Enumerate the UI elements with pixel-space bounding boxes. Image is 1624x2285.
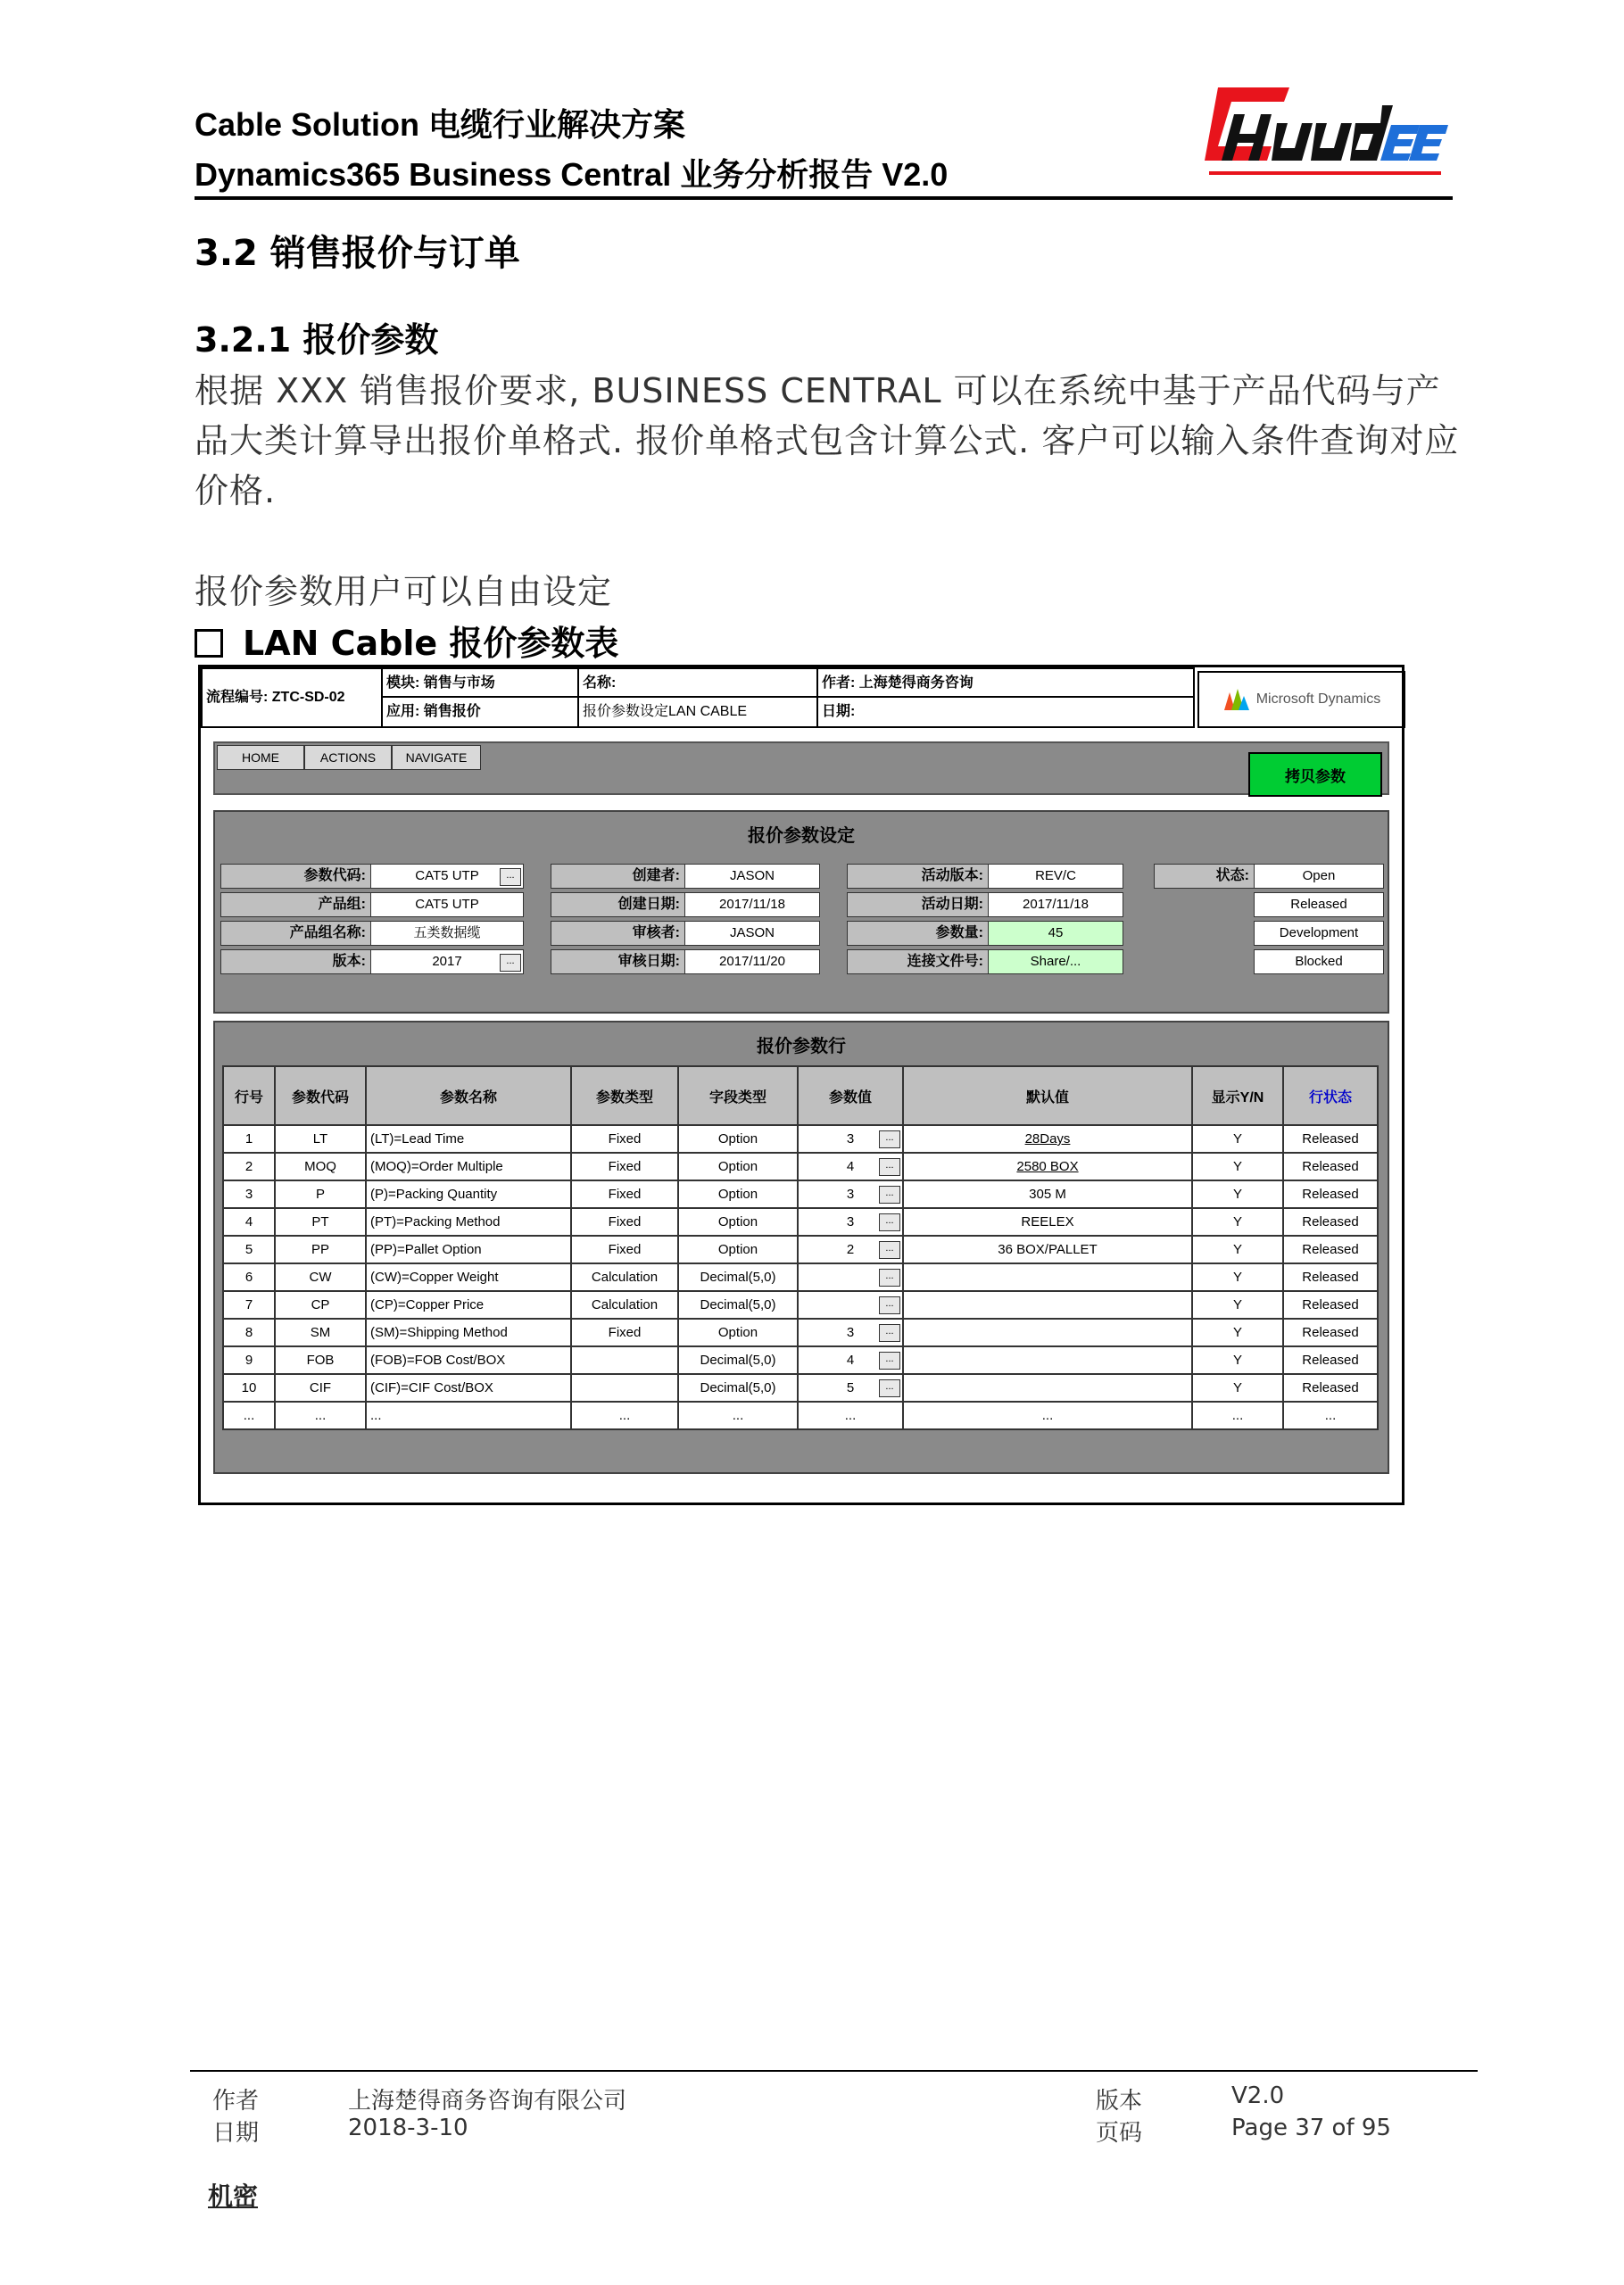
param-count-field[interactable]: 45	[988, 921, 1123, 946]
cell-param-name[interactable]: (P)=Packing Quantity	[366, 1180, 571, 1208]
col-header-display[interactable]: 显示Y/N	[1192, 1066, 1283, 1125]
footer-date-label: 日期	[212, 2120, 260, 2147]
param-code-lookup-button[interactable]: ...	[500, 868, 521, 886]
param-code-label: 参数代码:	[220, 864, 372, 889]
col-header-line-status[interactable]: 行状态	[1283, 1066, 1378, 1125]
cell-line-no[interactable]: 6	[223, 1263, 275, 1291]
param-value-lookup-button[interactable]: ...	[879, 1130, 900, 1148]
table-row[interactable]	[223, 1291, 1378, 1319]
copy-parameters-button[interactable]: 拷贝参数	[1248, 752, 1382, 797]
cell-display[interactable]: Y	[1192, 1208, 1283, 1236]
table-row[interactable]	[223, 1208, 1378, 1236]
col-header-param-code[interactable]: 参数代码	[275, 1066, 366, 1125]
cell-line-status[interactable]: Released	[1283, 1125, 1378, 1153]
table-row[interactable]	[223, 1374, 1378, 1402]
product-group-field[interactable]: CAT5 UTP	[370, 892, 524, 917]
cell-display[interactable]: ...	[1192, 1402, 1283, 1429]
cell-param-type[interactable]: Calculation	[571, 1263, 678, 1291]
param-value-lookup-button[interactable]: ...	[879, 1269, 900, 1287]
bullet-text: LAN Cable 报价参数表	[243, 624, 619, 663]
param-code-value: CAT5 UTP	[415, 868, 479, 883]
cell-field-type[interactable]: Decimal(5,0)	[678, 1374, 798, 1402]
cell-line-status[interactable]: Released	[1283, 1208, 1378, 1236]
cell-display[interactable]: Y	[1192, 1374, 1283, 1402]
header-subtitle: Dynamics365 Business Central 业务分析报告 V2.0	[195, 156, 949, 193]
cell-line-status[interactable]: Released	[1283, 1180, 1378, 1208]
cell-param-type[interactable]: Fixed	[571, 1319, 678, 1346]
microsoft-dynamics-logo	[1197, 671, 1405, 728]
cell-display[interactable]: Y	[1192, 1346, 1283, 1374]
col-header-param-type[interactable]: 参数类型	[571, 1066, 678, 1125]
chudee-logo	[1191, 79, 1450, 186]
cell-line-status[interactable]: Released	[1283, 1153, 1378, 1180]
param-value-text: 3	[846, 1325, 855, 1340]
cell-param-value[interactable]	[798, 1180, 903, 1208]
lines-panel-title: 报价参数行	[757, 1037, 846, 1056]
footer-version-value: V2.0	[1231, 2082, 1285, 2109]
cell-param-name[interactable]: (PT)=Packing Method	[366, 1208, 571, 1236]
checkbox-icon	[195, 629, 223, 658]
param-value-lookup-button[interactable]: ...	[879, 1241, 900, 1259]
version-value: 2017	[432, 954, 462, 969]
cell-line-status[interactable]: Released	[1283, 1263, 1378, 1291]
cell-param-code[interactable]: CW	[275, 1263, 366, 1291]
param-value-text: 5	[846, 1380, 855, 1395]
cell-param-name[interactable]: (CIF)=CIF Cost/BOX	[366, 1374, 571, 1402]
cell-field-type[interactable]: Decimal(5,0)	[678, 1263, 798, 1291]
footer-author-label: 作者	[212, 2088, 260, 2115]
quote-parameter-form	[198, 665, 1404, 1505]
cell-line-status[interactable]: Released	[1283, 1319, 1378, 1346]
param-value-text: 3	[846, 1131, 855, 1147]
cell-line-no[interactable]: 1	[223, 1125, 275, 1153]
confidential-mark: 机密	[208, 2182, 259, 2211]
cell-param-code[interactable]: PT	[275, 1208, 366, 1236]
cell-param-code[interactable]: PP	[275, 1236, 366, 1263]
cell-param-code[interactable]: ...	[275, 1402, 366, 1429]
cell-line-status[interactable]: Released	[1283, 1374, 1378, 1402]
product-group-name-label: 产品组名称:	[220, 921, 372, 946]
param-value-text: 3	[846, 1187, 855, 1202]
cell-field-type[interactable]: Option	[678, 1236, 798, 1263]
cell-default-value[interactable]: 28Days	[903, 1125, 1192, 1153]
footer-page-value: Page 37 of 95	[1231, 2115, 1391, 2141]
active-date-field[interactable]: 2017/11/18	[988, 892, 1123, 917]
status-option-open[interactable]: Open	[1254, 864, 1384, 889]
cell-display[interactable]: Y	[1192, 1236, 1283, 1263]
cell-default-value[interactable]	[903, 1319, 1192, 1346]
cell-default-value[interactable]	[903, 1291, 1192, 1319]
cell-display[interactable]: Y	[1192, 1291, 1283, 1319]
header-title: Cable Solution 电缆行业解决方案	[195, 106, 686, 143]
col-header-field-type[interactable]: 字段类型	[678, 1066, 798, 1125]
cell-param-name[interactable]: ...	[366, 1402, 571, 1429]
lines-panel	[213, 1021, 1389, 1474]
tab-home[interactable]: HOME	[217, 745, 304, 770]
col-header-default-value[interactable]: 默认值	[903, 1066, 1192, 1125]
cell-param-name[interactable]: (MOQ)=Order Multiple	[366, 1153, 571, 1180]
cell-param-code[interactable]: FOB	[275, 1346, 366, 1374]
param-code-field[interactable]	[370, 864, 524, 889]
cell-line-no[interactable]: 10	[223, 1374, 275, 1402]
cell-field-type[interactable]: Option	[678, 1125, 798, 1153]
cell-param-type[interactable]	[571, 1374, 678, 1402]
cell-param-type[interactable]: Calculation	[571, 1291, 678, 1319]
cell-param-type[interactable]: Fixed	[571, 1236, 678, 1263]
cell-param-type[interactable]: Fixed	[571, 1180, 678, 1208]
table-row[interactable]	[223, 1319, 1378, 1346]
cell-display[interactable]: Y	[1192, 1125, 1283, 1153]
reviewer-field[interactable]: JASON	[684, 921, 820, 946]
cell-param-name[interactable]: (CP)=Copper Price	[366, 1291, 571, 1319]
active-date-label: 活动日期:	[847, 892, 990, 917]
ms-dynamics-label: Microsoft Dynamics	[1255, 691, 1381, 707]
param-value-text: 3	[846, 1214, 855, 1229]
cell-param-type[interactable]: Fixed	[571, 1153, 678, 1180]
cell-line-status[interactable]: Released	[1283, 1346, 1378, 1374]
footer-author-value: 上海楚得商务咨询有限公司	[348, 2088, 627, 2115]
cell-param-code[interactable]: MOQ	[275, 1153, 366, 1180]
cell-default-value[interactable]: 36 BOX/PALLET	[903, 1236, 1192, 1263]
table-body	[223, 1125, 1378, 1429]
param-value-lookup-button[interactable]: ...	[879, 1296, 900, 1314]
table-row[interactable]	[223, 1125, 1378, 1153]
param-count-label: 参数量:	[847, 921, 990, 946]
cell-line-no[interactable]: 2	[223, 1153, 275, 1180]
footer-date-value: 2018-3-10	[348, 2115, 468, 2141]
cell-param-value[interactable]	[798, 1263, 903, 1291]
param-value-text: 4	[846, 1159, 855, 1174]
footer-version-label: 版本	[1096, 2088, 1143, 2115]
created-date-field[interactable]: 2017/11/18	[684, 892, 820, 917]
param-value-text: 2	[846, 1242, 855, 1257]
cell-param-value[interactable]	[798, 1125, 903, 1153]
table-row[interactable]	[223, 1402, 1378, 1429]
subsection-title: 3.2.1 报价参数	[195, 320, 439, 360]
module-field: 模块: 销售与市场	[381, 667, 579, 698]
param-value-text: ...	[844, 1408, 857, 1423]
cell-field-type[interactable]: Option	[678, 1180, 798, 1208]
section-title: 3.2 销售报价与订单	[195, 233, 520, 274]
table-row[interactable]	[223, 1236, 1378, 1263]
col-header-param-value[interactable]: 参数值	[798, 1066, 903, 1125]
status-option-released[interactable]: Released	[1254, 892, 1384, 917]
cell-field-type[interactable]: Decimal(5,0)	[678, 1291, 798, 1319]
cell-param-name[interactable]: (CW)=Copper Weight	[366, 1263, 571, 1291]
cell-param-code[interactable]: LT	[275, 1125, 366, 1153]
col-header-param-name[interactable]: 参数名称	[366, 1066, 571, 1125]
cell-field-type[interactable]: Option	[678, 1153, 798, 1180]
linked-file-label: 连接文件号:	[847, 949, 990, 974]
cell-param-value[interactable]	[798, 1402, 903, 1429]
bullet-heading	[195, 616, 618, 665]
body-paragraph: 根据 XXX 销售报价要求, BUSINESS CENTRAL 可以在系统中基于产品代码与产品大类计算导出报价单格式. 报价单格式包含计算公式. 客户可以输入条件查询对应价格.	[195, 371, 1460, 510]
footer-page-label: 页码	[1096, 2120, 1143, 2147]
cell-default-value[interactable]: 2580 BOX	[903, 1153, 1192, 1180]
param-value-lookup-button[interactable]: ...	[879, 1324, 900, 1342]
cell-param-code[interactable]: SM	[275, 1319, 366, 1346]
table-row[interactable]	[223, 1153, 1378, 1180]
review-date-label: 审核日期:	[551, 949, 686, 974]
version-label: 版本:	[220, 949, 372, 974]
cell-field-type[interactable]: Decimal(5,0)	[678, 1346, 798, 1374]
settings-panel-title: 报价参数设定	[748, 826, 855, 846]
cell-line-no[interactable]: 3	[223, 1180, 275, 1208]
version-field[interactable]	[370, 949, 524, 974]
cell-param-name[interactable]: (LT)=Lead Time	[366, 1125, 571, 1153]
cell-default-value[interactable]	[903, 1374, 1192, 1402]
status-option-blocked[interactable]: Blocked	[1254, 949, 1384, 974]
created-date-label: 创建日期:	[551, 892, 686, 917]
param-value-lookup-button[interactable]: ...	[879, 1158, 900, 1176]
cell-param-value[interactable]	[798, 1374, 903, 1402]
product-group-label: 产品组:	[220, 892, 372, 917]
date-field: 日期:	[816, 696, 1195, 728]
product-group-name-field[interactable]: 五类数据缆	[370, 921, 524, 946]
review-date-field[interactable]: 2017/11/20	[684, 949, 820, 974]
status-label: 状态:	[1154, 864, 1255, 889]
footer-divider	[190, 2070, 1478, 2072]
cell-param-value[interactable]	[798, 1208, 903, 1236]
cell-display[interactable]: Y	[1192, 1153, 1283, 1180]
table-header-row	[223, 1066, 1378, 1125]
active-version-label: 活动版本:	[847, 864, 990, 889]
cell-param-value[interactable]	[798, 1291, 903, 1319]
version-lookup-button[interactable]: ...	[500, 954, 521, 972]
author-field: 作者: 上海楚得商务咨询	[816, 667, 1195, 698]
cell-param-name[interactable]: (SM)=Shipping Method	[366, 1319, 571, 1346]
cell-field-type[interactable]: Option	[678, 1208, 798, 1236]
cell-param-type[interactable]: Fixed	[571, 1208, 678, 1236]
cell-param-name[interactable]: (PP)=Pallet Option	[366, 1236, 571, 1263]
col-header-line-no[interactable]: 行号	[223, 1066, 275, 1125]
application-field: 应用: 销售报价	[381, 696, 579, 728]
cell-line-no[interactable]: ...	[223, 1402, 275, 1429]
cell-param-code[interactable]: P	[275, 1180, 366, 1208]
cell-param-code[interactable]: CIF	[275, 1374, 366, 1402]
reviewer-label: 审核者:	[551, 921, 686, 946]
cell-line-no[interactable]: 7	[223, 1291, 275, 1319]
status-option-development[interactable]: Development	[1254, 921, 1384, 946]
settings-panel	[213, 810, 1389, 1014]
header-divider	[195, 196, 1453, 200]
tab-actions[interactable]: ACTIONS	[304, 745, 392, 770]
cell-display[interactable]: Y	[1192, 1263, 1283, 1291]
param-value-lookup-button[interactable]: ...	[879, 1213, 900, 1231]
param-value-text: 4	[846, 1353, 855, 1368]
cell-line-no[interactable]: 5	[223, 1236, 275, 1263]
cell-display[interactable]: Y	[1192, 1319, 1283, 1346]
cell-default-value[interactable]	[903, 1263, 1192, 1291]
cell-line-status[interactable]: Released	[1283, 1236, 1378, 1263]
parameter-lines-table	[222, 1065, 1379, 1430]
cell-display[interactable]: Y	[1192, 1180, 1283, 1208]
ms-dynamics-icon	[1222, 687, 1251, 712]
active-version-field[interactable]: REV/C	[988, 864, 1123, 889]
process-number: 流程编号: ZTC-SD-02	[201, 667, 383, 728]
cell-param-type[interactable]	[571, 1346, 678, 1374]
name-value: 报价参数设定LAN CABLE	[577, 696, 818, 728]
linked-file-field[interactable]: Share/...	[988, 949, 1123, 974]
cell-param-code[interactable]: CP	[275, 1291, 366, 1319]
cell-default-value[interactable]: REELEX	[903, 1208, 1192, 1236]
cell-param-value[interactable]	[798, 1346, 903, 1374]
cell-line-no[interactable]: 4	[223, 1208, 275, 1236]
cell-default-value[interactable]: ...	[903, 1402, 1192, 1429]
param-value-lookup-button[interactable]: ...	[879, 1379, 900, 1397]
cell-param-value[interactable]	[798, 1153, 903, 1180]
body-paragraph-2: 报价参数用户可以自由设定	[195, 572, 613, 611]
cell-default-value[interactable]	[903, 1346, 1192, 1374]
cell-line-status[interactable]: ...	[1283, 1402, 1378, 1429]
cell-line-no[interactable]: 9	[223, 1346, 275, 1374]
param-value-lookup-button[interactable]: ...	[879, 1352, 900, 1370]
table-row[interactable]	[223, 1180, 1378, 1208]
cell-line-no[interactable]: 8	[223, 1319, 275, 1346]
created-by-label: 创建者:	[551, 864, 686, 889]
cell-param-value[interactable]	[798, 1319, 903, 1346]
name-label: 名称:	[577, 667, 818, 698]
cell-field-type[interactable]: Option	[678, 1319, 798, 1346]
tab-navigate[interactable]: NAVIGATE	[392, 745, 481, 770]
cell-default-value[interactable]: 305 M	[903, 1180, 1192, 1208]
table-row[interactable]	[223, 1346, 1378, 1374]
param-value-lookup-button[interactable]: ...	[879, 1186, 900, 1204]
table-row[interactable]	[223, 1263, 1378, 1291]
cell-param-name[interactable]: (FOB)=FOB Cost/BOX	[366, 1346, 571, 1374]
cell-param-type[interactable]: ...	[571, 1402, 678, 1429]
cell-field-type[interactable]: ...	[678, 1402, 798, 1429]
cell-param-type[interactable]: Fixed	[571, 1125, 678, 1153]
cell-param-value[interactable]	[798, 1236, 903, 1263]
created-by-field[interactable]: JASON	[684, 864, 820, 889]
action-toolbar	[213, 741, 1389, 795]
cell-line-status[interactable]: Released	[1283, 1291, 1378, 1319]
